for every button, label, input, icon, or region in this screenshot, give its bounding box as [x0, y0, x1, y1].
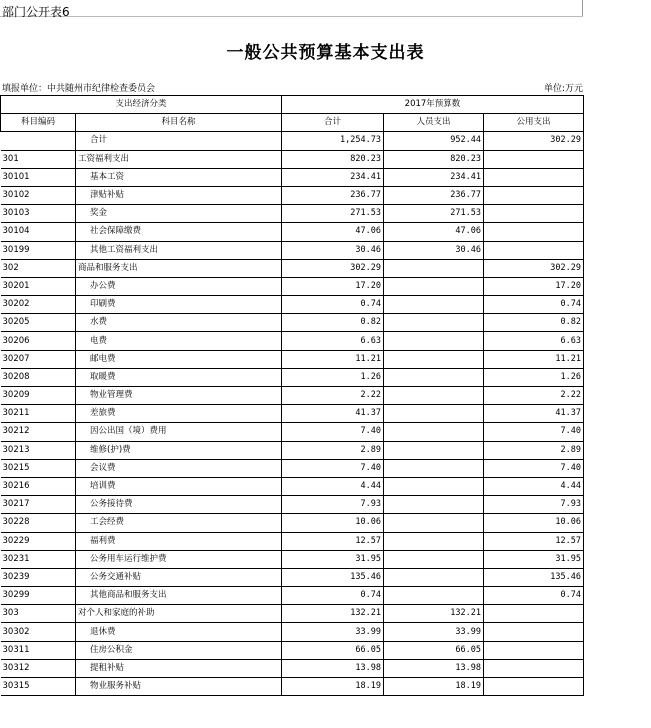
table-row [1, 514, 584, 532]
row-personnel: 13.98 [384, 659, 484, 677]
row-name: 工会经费 [76, 514, 282, 532]
row-name: 培训费 [76, 477, 282, 495]
row-personnel [384, 441, 484, 459]
row-public: 12.57 [484, 532, 584, 550]
row-personnel [384, 532, 484, 550]
table-row [1, 459, 584, 477]
row-personnel: 47.06 [384, 223, 484, 241]
row-total: 132.21 [282, 605, 384, 623]
table-row [1, 296, 584, 314]
row-name: 合计 [76, 132, 282, 150]
table-row [1, 568, 584, 586]
row-code: 30101 [1, 168, 76, 186]
row-code: 30103 [1, 205, 76, 223]
table-row [1, 168, 584, 186]
table-row [1, 186, 584, 204]
row-total: 7.40 [282, 459, 384, 477]
row-code: 30217 [1, 496, 76, 514]
row-public: 302.29 [484, 132, 584, 150]
row-public [484, 605, 584, 623]
row-total: 820.23 [282, 150, 384, 168]
row-public: 0.74 [484, 296, 584, 314]
row-total: 10.06 [282, 514, 384, 532]
row-name: 维修(护)费 [76, 441, 282, 459]
row-personnel: 952.44 [384, 132, 484, 150]
row-personnel [384, 332, 484, 350]
header-code: 科目编码 [1, 114, 76, 132]
row-public [484, 641, 584, 659]
row-total: 7.40 [282, 423, 384, 441]
table-row [1, 205, 584, 223]
table-row [1, 605, 584, 623]
table-row [1, 659, 584, 677]
row-personnel [384, 550, 484, 568]
row-total: 41.37 [282, 405, 384, 423]
table-row [1, 350, 584, 368]
table-row [1, 441, 584, 459]
row-total: 13.98 [282, 659, 384, 677]
row-personnel [384, 477, 484, 495]
row-public: 1.26 [484, 368, 584, 386]
row-personnel [384, 277, 484, 295]
row-name: 物业管理费 [76, 387, 282, 405]
row-name: 社会保障缴费 [76, 223, 282, 241]
row-code: 30239 [1, 568, 76, 586]
row-code: 30213 [1, 441, 76, 459]
row-code: 303 [1, 605, 76, 623]
row-personnel [384, 296, 484, 314]
row-name: 工资福利支出 [76, 150, 282, 168]
row-personnel: 234.41 [384, 168, 484, 186]
row-public: 10.06 [484, 514, 584, 532]
row-personnel [384, 587, 484, 605]
row-name: 会议费 [76, 459, 282, 477]
table-row [1, 150, 584, 168]
row-personnel [384, 387, 484, 405]
header-personnel: 人员支出 [384, 114, 484, 132]
row-name: 公务接待费 [76, 496, 282, 514]
row-code: 30299 [1, 587, 76, 605]
row-personnel [384, 514, 484, 532]
row-public: 17.20 [484, 277, 584, 295]
row-total: 47.06 [282, 223, 384, 241]
row-public [484, 168, 584, 186]
row-public [484, 659, 584, 677]
row-public: 2.89 [484, 441, 584, 459]
row-total: 11.21 [282, 350, 384, 368]
row-code: 30302 [1, 623, 76, 641]
sheet-top-rule [0, 16, 583, 17]
row-total: 2.89 [282, 441, 384, 459]
table-row [1, 623, 584, 641]
table-row [1, 314, 584, 332]
row-code: 301 [1, 150, 76, 168]
row-personnel [384, 405, 484, 423]
sheet-edge-rule [582, 0, 583, 16]
currency-unit: 单位:万元 [543, 84, 583, 94]
row-name: 公务交通补贴 [76, 568, 282, 586]
row-personnel [384, 314, 484, 332]
row-name: 水费 [76, 314, 282, 332]
table-row [1, 223, 584, 241]
row-total: 4.44 [282, 477, 384, 495]
row-total: 1,254.73 [282, 132, 384, 150]
row-public: 0.82 [484, 314, 584, 332]
row-personnel: 132.21 [384, 605, 484, 623]
row-name: 奖金 [76, 205, 282, 223]
header-row-columns [1, 114, 584, 132]
row-name: 取暖费 [76, 368, 282, 386]
header-budget-year: 2017年预算数 [282, 96, 584, 114]
row-personnel: 18.19 [384, 678, 484, 696]
row-public: 135.46 [484, 568, 584, 586]
row-public: 4.44 [484, 477, 584, 495]
row-code: 30202 [1, 296, 76, 314]
row-total: 2.22 [282, 387, 384, 405]
row-code: 30208 [1, 368, 76, 386]
row-total: 33.99 [282, 623, 384, 641]
row-name: 福利费 [76, 532, 282, 550]
row-name: 其他工资福利支出 [76, 241, 282, 259]
row-total: 1.26 [282, 368, 384, 386]
table-row [1, 550, 584, 568]
row-total: 0.82 [282, 314, 384, 332]
row-name: 商品和服务支出 [76, 259, 282, 277]
row-public [484, 241, 584, 259]
row-personnel: 33.99 [384, 623, 484, 641]
row-public: 302.29 [484, 259, 584, 277]
table-row [1, 277, 584, 295]
table-row [1, 387, 584, 405]
row-public: 41.37 [484, 405, 584, 423]
row-total: 0.74 [282, 587, 384, 605]
row-public: 7.93 [484, 496, 584, 514]
row-public [484, 223, 584, 241]
table-row [1, 259, 584, 277]
row-total: 302.29 [282, 259, 384, 277]
row-code: 30201 [1, 277, 76, 295]
row-code: 30102 [1, 186, 76, 204]
table-row [1, 405, 584, 423]
row-personnel: 66.05 [384, 641, 484, 659]
row-code: 30215 [1, 459, 76, 477]
row-code: 30228 [1, 514, 76, 532]
row-public [484, 623, 584, 641]
row-public: 11.21 [484, 350, 584, 368]
row-personnel [384, 259, 484, 277]
row-personnel [384, 368, 484, 386]
row-total: 234.41 [282, 168, 384, 186]
row-public [484, 186, 584, 204]
row-total: 7.93 [282, 496, 384, 514]
row-name: 对个人和家庭的补助 [76, 605, 282, 623]
row-name: 基本工资 [76, 168, 282, 186]
table-row [1, 587, 584, 605]
row-code: 30104 [1, 223, 76, 241]
header-economic-classification: 支出经济分类 [1, 96, 282, 114]
row-code: 30311 [1, 641, 76, 659]
row-code: 30211 [1, 405, 76, 423]
row-code: 30207 [1, 350, 76, 368]
row-name: 邮电费 [76, 350, 282, 368]
row-code: 30312 [1, 659, 76, 677]
row-name: 津贴补贴 [76, 186, 282, 204]
row-public [484, 205, 584, 223]
row-total: 6.63 [282, 332, 384, 350]
row-code: 30205 [1, 314, 76, 332]
row-code: 30199 [1, 241, 76, 259]
row-personnel [384, 350, 484, 368]
row-name: 物业服务补贴 [76, 678, 282, 696]
row-total: 0.74 [282, 296, 384, 314]
budget-table-body [1, 96, 584, 696]
row-public: 7.40 [484, 459, 584, 477]
row-code [1, 132, 76, 150]
reporting-unit: 填报单位：中共随州市纪律检查委员会 [2, 84, 156, 94]
row-code: 30212 [1, 423, 76, 441]
row-code: 30229 [1, 532, 76, 550]
table-row [1, 477, 584, 495]
row-personnel: 30.46 [384, 241, 484, 259]
row-total: 31.95 [282, 550, 384, 568]
row-public: 7.40 [484, 423, 584, 441]
header-public: 公用支出 [484, 114, 584, 132]
row-name: 退休费 [76, 623, 282, 641]
row-personnel: 271.53 [384, 205, 484, 223]
row-name: 公务用车运行维护费 [76, 550, 282, 568]
row-name: 差旅费 [76, 405, 282, 423]
document-label: 部门公开表6 [2, 5, 70, 19]
row-code: 30231 [1, 550, 76, 568]
row-total: 17.20 [282, 277, 384, 295]
row-name: 其他商品和服务支出 [76, 587, 282, 605]
row-personnel: 820.23 [384, 150, 484, 168]
row-personnel [384, 496, 484, 514]
row-public: 6.63 [484, 332, 584, 350]
row-code: 30216 [1, 477, 76, 495]
row-name: 印刷费 [76, 296, 282, 314]
table-row [1, 423, 584, 441]
row-personnel [384, 459, 484, 477]
table-row [1, 641, 584, 659]
row-total: 18.19 [282, 678, 384, 696]
row-total: 30.46 [282, 241, 384, 259]
page-title: 一般公共预算基本支出表 [226, 43, 425, 63]
table-row [1, 332, 584, 350]
table-row [1, 368, 584, 386]
table-row [1, 496, 584, 514]
row-code: 30206 [1, 332, 76, 350]
row-personnel: 236.77 [384, 186, 484, 204]
table-row [1, 241, 584, 259]
table-row [1, 678, 584, 696]
row-code: 30209 [1, 387, 76, 405]
row-total: 236.77 [282, 186, 384, 204]
row-code: 302 [1, 259, 76, 277]
row-total: 135.46 [282, 568, 384, 586]
row-public: 2.22 [484, 387, 584, 405]
row-total: 271.53 [282, 205, 384, 223]
row-public: 0.74 [484, 587, 584, 605]
row-total: 66.05 [282, 641, 384, 659]
row-name: 提租补贴 [76, 659, 282, 677]
row-personnel [384, 568, 484, 586]
row-public [484, 150, 584, 168]
table-row [1, 532, 584, 550]
row-public [484, 678, 584, 696]
budget-table [0, 95, 584, 696]
row-personnel [384, 423, 484, 441]
row-name: 电费 [76, 332, 282, 350]
row-public: 31.95 [484, 550, 584, 568]
row-name: 办公费 [76, 277, 282, 295]
row-total: 12.57 [282, 532, 384, 550]
header-total: 合计 [282, 114, 384, 132]
row-name: 住房公积金 [76, 641, 282, 659]
row-code: 30315 [1, 678, 76, 696]
row-name: 因公出国（境）费用 [76, 423, 282, 441]
header-row-group [1, 96, 584, 114]
header-name: 科目名称 [76, 114, 282, 132]
table-row [1, 132, 584, 150]
